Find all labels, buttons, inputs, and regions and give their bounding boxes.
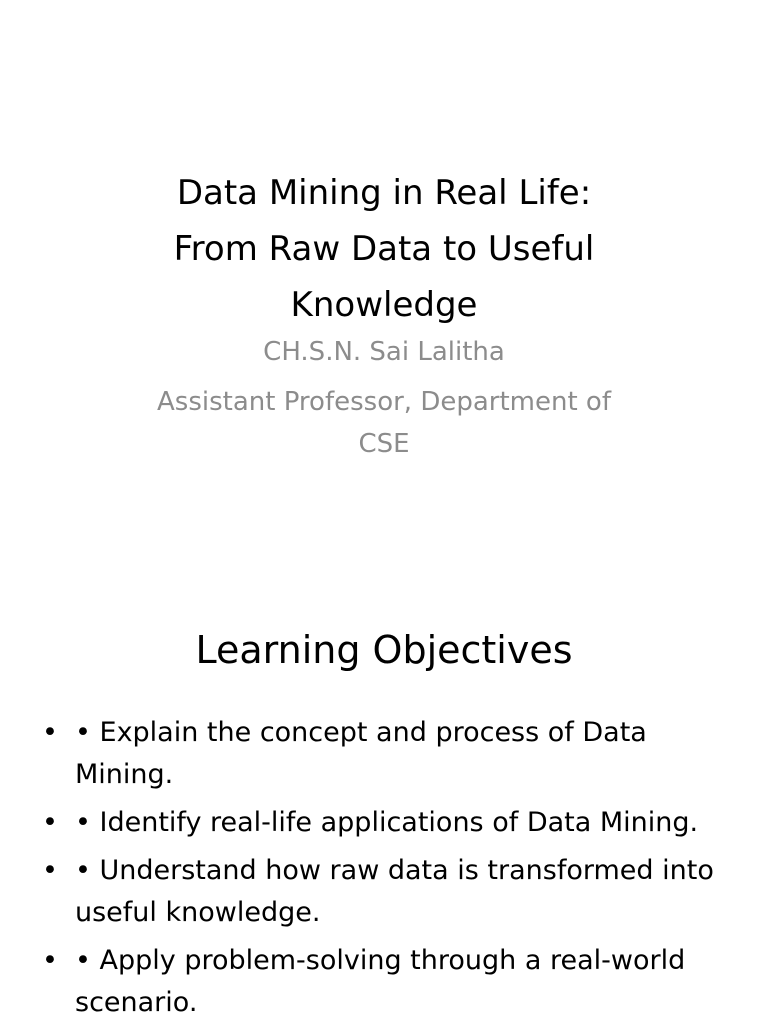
objective-text: • Apply problem-solving through a real-world scenario. bbox=[75, 945, 686, 1018]
objective-text: • Understand how raw data is transformed into useful knowledge. bbox=[75, 855, 714, 928]
list-item bbox=[40, 712, 730, 796]
bullet-icon: • bbox=[42, 807, 58, 838]
objectives-list bbox=[40, 712, 730, 1030]
title-line-2: From Raw Data to Useful bbox=[173, 229, 595, 269]
bullet-icon: • bbox=[42, 945, 58, 976]
bullet-icon: • bbox=[42, 717, 58, 748]
objectives-slide bbox=[0, 576, 768, 1024]
objective-text: • Explain the concept and process of Data Mining. bbox=[75, 717, 647, 790]
objective-text: • Identify real-life applications of Data Mining. bbox=[75, 807, 699, 838]
list-item bbox=[40, 850, 730, 934]
presentation-title bbox=[120, 165, 648, 333]
affiliation-line-2: CSE bbox=[358, 429, 410, 459]
objectives-title: Learning Objectives bbox=[195, 628, 573, 672]
title-line-3: Knowledge bbox=[290, 285, 478, 325]
list-item bbox=[40, 940, 730, 1024]
author-name: CH.S.N. Sai Lalitha bbox=[263, 337, 505, 367]
list-item bbox=[40, 802, 730, 844]
title-line-1: Data Mining in Real Life: bbox=[176, 173, 592, 213]
affiliation-line-1: Assistant Professor, Department of bbox=[157, 387, 611, 417]
bullet-icon: • bbox=[42, 855, 58, 886]
title-block bbox=[120, 165, 648, 333]
subtitle-block bbox=[120, 335, 648, 465]
author-affiliation bbox=[120, 381, 648, 465]
